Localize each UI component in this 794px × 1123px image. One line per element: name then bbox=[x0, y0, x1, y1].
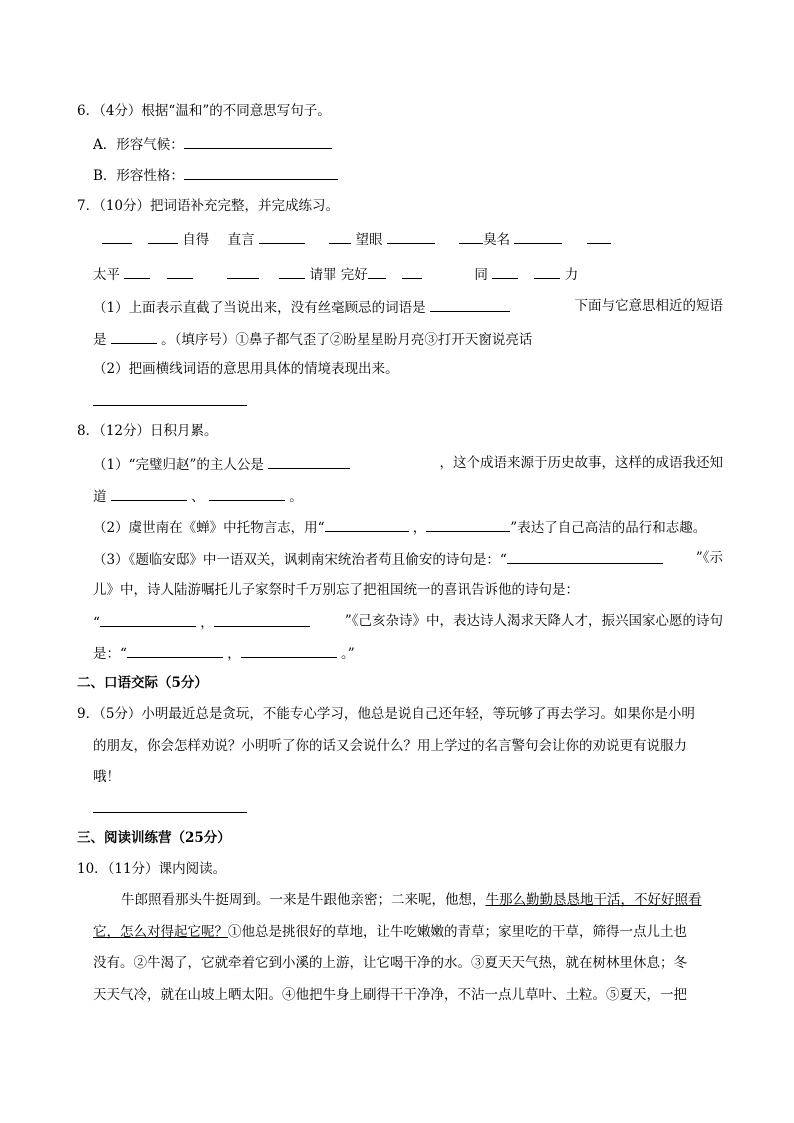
q7-blank[interactable] bbox=[492, 264, 518, 279]
q9-answer-line[interactable] bbox=[93, 812, 247, 813]
q8-part2-text: （2）虞世南在《蝉》中托物言志，用“ bbox=[93, 520, 325, 536]
q8-part1-text-tail: ，这个成语来源于历史故事，这样的成语我还知 bbox=[439, 455, 723, 471]
q8-part3-line1 bbox=[93, 549, 723, 569]
q8-part3-quote: “ bbox=[93, 615, 100, 631]
q7-blank[interactable] bbox=[259, 229, 305, 244]
q9-line2: 的朋友，你会怎样劝说？小明听了你的话又会说什么？用上学过的名言警句会让你的劝说更有说服力 bbox=[93, 738, 687, 754]
q8-part3-line2: 儿》中，诗人陆游嘱托儿子家祭时千万别忘了把祖国统一的喜讯告诉他的诗句是： bbox=[93, 582, 579, 598]
q8-part1-dao: 道 bbox=[93, 489, 107, 505]
q10-passage-line1 bbox=[121, 891, 702, 909]
q8-part3-jihai: ”《己亥杂诗》中，表达诗人渴求天降人才，振兴国家心愿的诗句 bbox=[344, 613, 723, 629]
q7-part1-blank-2[interactable] bbox=[111, 329, 157, 344]
q7-blank[interactable] bbox=[402, 264, 422, 279]
q7-blank[interactable] bbox=[167, 264, 193, 279]
q10-stem: 10．（11分）课内阅读。 bbox=[77, 861, 227, 877]
q7-part2-answer-line[interactable] bbox=[93, 405, 247, 406]
q8-part3-blank-2[interactable] bbox=[100, 612, 196, 627]
q8-part1-blank-3[interactable] bbox=[209, 486, 285, 501]
q8-part3-comma: ， bbox=[200, 615, 214, 631]
q7-blank[interactable] bbox=[514, 229, 562, 244]
q8-part2-comma: ， bbox=[412, 520, 427, 536]
q7-blank[interactable] bbox=[587, 229, 611, 244]
q7-part2: （2）把画横线词语的意思用具体的情境表现出来。 bbox=[93, 361, 399, 377]
q8-part3-blank-4[interactable] bbox=[127, 643, 223, 658]
section-2-heading: 二、口语交际（5分） bbox=[77, 675, 208, 691]
q7-blank[interactable] bbox=[124, 264, 150, 279]
q8-part3-blank-3[interactable] bbox=[214, 612, 310, 627]
q7-part1-line1 bbox=[93, 297, 723, 317]
q7-word: 自得 bbox=[182, 232, 210, 248]
q7-blank[interactable] bbox=[279, 264, 305, 279]
q8-part1-sep: 、 bbox=[191, 489, 205, 505]
q8-part3-comma2: ， bbox=[227, 646, 241, 662]
q7-part1-blank-1[interactable] bbox=[430, 297, 510, 312]
q7-part1-text-tail: 下面与它意思相近的短语 bbox=[574, 298, 723, 314]
q7-part1-is: 是 bbox=[93, 332, 107, 348]
q7-blank[interactable] bbox=[459, 229, 483, 244]
q7-word: 请罪 bbox=[309, 267, 337, 283]
q7-blank[interactable] bbox=[368, 264, 386, 279]
section-3-heading: 三、阅读训练营（25分） bbox=[77, 830, 231, 846]
q7-word: 同 bbox=[474, 267, 488, 283]
q10-passage-text: ①他总是挑很好的草地，让牛吃嫩嫩的青草；家里吃的干草，筛得一点儿土也 bbox=[228, 924, 687, 940]
q7-part1-line2 bbox=[93, 329, 532, 349]
q8-part3-blank-5[interactable] bbox=[241, 643, 337, 658]
q7-word-row-2 bbox=[93, 264, 578, 284]
q10-underlined-sentence-end: 它，怎么对得起它呢？ bbox=[93, 924, 228, 940]
q8-part2-blank-1[interactable] bbox=[325, 517, 409, 532]
q6-option-b bbox=[93, 165, 338, 185]
q7-word: 直言 bbox=[227, 232, 255, 248]
q9-line3: 哦！ bbox=[93, 769, 120, 785]
q7-blank[interactable] bbox=[534, 264, 560, 279]
q8-part1-blank-2[interactable] bbox=[111, 486, 187, 501]
q8-part2-tail: ”表达了自己高洁的品行和志趣。 bbox=[510, 520, 707, 536]
q6-answer-a-blank[interactable] bbox=[184, 134, 332, 149]
q7-blank[interactable] bbox=[387, 229, 435, 244]
q7-word-row-1 bbox=[102, 229, 611, 249]
q8-part1-end: 。 bbox=[289, 489, 303, 505]
q10-passage-line4: 天天气冷，就在山坡上晒太阳。④他把牛身上刷得干干净净，不沾一点儿草叶、土粒。⑤夏天，一把 bbox=[93, 987, 687, 1003]
q8-part3-end: 。” bbox=[341, 646, 355, 662]
q6-option-a-label: A．形容气候： bbox=[93, 137, 184, 153]
q6-option-a bbox=[93, 134, 332, 154]
q8-part3-shi: ”《示 bbox=[695, 550, 723, 566]
q8-part1-text: （1）“完璧归赵”的主人公是 bbox=[93, 457, 264, 473]
q9-line1: 9．（5分）小明最近总是贪玩，不能专心学习，他总是说自己还年轻，等玩够了再去学习。如果你是小明 bbox=[77, 706, 695, 722]
q8-part1-blank-1[interactable] bbox=[268, 454, 350, 469]
q7-word: 太平 bbox=[93, 267, 120, 283]
q6-answer-b-blank[interactable] bbox=[184, 165, 338, 180]
q8-part1-line1 bbox=[93, 454, 723, 474]
q7-blank[interactable] bbox=[102, 229, 132, 244]
q7-word: 完好 bbox=[340, 267, 368, 283]
q6-option-b-label: B．形容性格： bbox=[93, 168, 184, 184]
q8-part3-line4 bbox=[93, 643, 355, 663]
q8-part2-blank-2[interactable] bbox=[426, 517, 510, 532]
q7-part1-options: 。（填序号）①鼻子都气歪了②盼星星盼月亮③打开天窗说亮话 bbox=[161, 332, 533, 348]
q8-part3-text: （3）《题临安邸》中一语双关，讽刺南宋统治者苟且偷安的诗句是：“ bbox=[93, 552, 507, 568]
q7-word: 臭名 bbox=[483, 232, 511, 248]
q7-part1-text: （1）上面表示直截了当说出来，没有丝毫顾忌的词语是 bbox=[93, 300, 426, 316]
q8-part2 bbox=[93, 517, 706, 537]
q7-blank[interactable] bbox=[148, 229, 178, 244]
q8-part3-blank-1[interactable] bbox=[507, 549, 663, 564]
q7-word: 望眼 bbox=[355, 232, 383, 248]
q7-stem: 7．（10分）把词语补充完整，并完成练习。 bbox=[77, 198, 340, 214]
q7-word: 力 bbox=[564, 267, 579, 283]
q10-passage-text: 牛郎照看那头牛挺周到。一来是牛跟他亲密；二来呢，他想， bbox=[121, 892, 486, 908]
q10-passage-line2 bbox=[93, 923, 687, 941]
q10-passage-line3: 没有。②牛渴了，它就牵着它到小溪的上游，让它喝干净的水。③夏天天气热，就在树林里休息；冬 bbox=[93, 955, 687, 971]
q8-part1-line2 bbox=[93, 486, 303, 506]
q8-stem: 8．（12分）日积月累。 bbox=[77, 423, 218, 439]
q8-part3-shi2: 是：“ bbox=[93, 646, 127, 662]
q7-blank[interactable] bbox=[227, 264, 259, 279]
q6-stem: 6．（4分）根据“温和”的不同意思写句子。 bbox=[77, 103, 331, 119]
q10-underlined-sentence: 牛那么勤勤恳恳地干活，不好好照看 bbox=[485, 892, 702, 908]
q7-blank[interactable] bbox=[329, 229, 351, 244]
q8-part3-line3 bbox=[93, 612, 723, 632]
